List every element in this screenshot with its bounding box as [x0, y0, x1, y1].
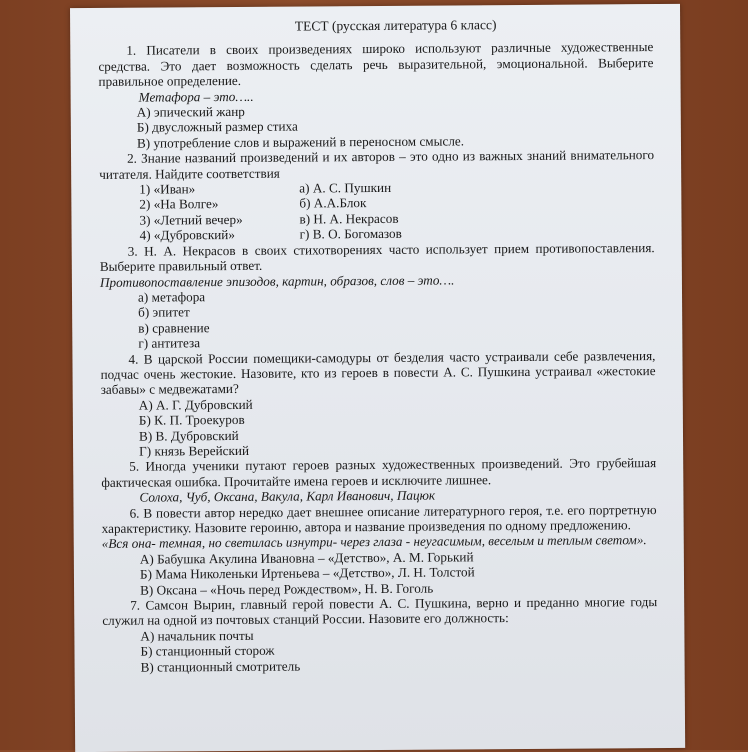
question-2-matching: [99, 178, 654, 243]
question-3-option-b: б) эпитет: [138, 304, 190, 320]
question-6-quote: «Вся она- темная, но светилась изнутри- через глаза - неугасимым, веселым и теплым светом».: [101, 532, 647, 552]
question-4-option-a: А) А. Г. Дубровский: [138, 396, 253, 413]
question-1-text: 1. Писатели в своих произведениях широко используют различные художественные средства. Это дает возможность сделать речь выразительной, эмоциональной. Выберите правильное определение.: [98, 39, 654, 90]
question-2: [99, 147, 655, 243]
question-2-right-3: в) Н. А. Некрасов: [299, 210, 399, 227]
question-6-option-a: А) Бабушка Акулина Ивановна – «Детство», А. М. Горький: [139, 549, 474, 567]
question-6-text: 6. В повести автор нередко дает внешнее описание литературного героя, т.е. его портретную характеристику. Назовите героиню, автора и название произведения по одному предложению.: [101, 501, 657, 536]
question-2-left-3: 3) «Летний вечер»: [139, 211, 243, 228]
question-3-option-d: г) антитеза: [138, 335, 201, 351]
question-2-left-2: 2) «На Волге»: [139, 196, 219, 213]
question-3-text: 3. Н. А. Некрасов в своих стихотворениях часто использует прием противопоставления. Выберите правильный ответ.: [99, 239, 655, 275]
question-4-text: 4. В царской России помещики-самодуры от безделия часто устраивали себе развлечения, подчас очень жестокие. Назовите, кто из героев в повести А. С. Пушкина устраивал «жестокие забавы» с медвежатами?: [100, 347, 656, 398]
question-7-option-c: В) станционный смотритель: [140, 658, 301, 675]
test-content: [98, 16, 658, 675]
question-1-option-a: А) эпический жанр: [136, 103, 245, 120]
question-2-left-4: 4) «Дубровский»: [139, 227, 235, 243]
question-1: [98, 39, 654, 151]
question-1-option-c: В) употребление слов и выражений в переносном смысле.: [136, 133, 465, 151]
question-7-option-a: А) начальник почты: [140, 627, 254, 644]
question-7: [102, 594, 658, 675]
question-2-text: 2. Знание названий произведений и их авторов – это одно из важных знаний внимательного читателя. Найдите соответствия: [99, 147, 655, 182]
question-5-text: 5. Иногда ученики путают героев разных художественных произведений. Это грубейшая фактическая ошибка. Прочитайте имена героев и исключите лишнее.: [101, 455, 657, 490]
question-1-option-b: Б) двусложный размер стиха: [136, 118, 298, 136]
question-2-right-4: г) В. О. Богомазов: [299, 226, 402, 242]
question-2-left-1: 1) «Иван»: [139, 181, 196, 197]
question-6: [101, 502, 657, 598]
question-3: [100, 240, 656, 352]
page-title: ТЕСТ (русская литература 6 класс): [294, 17, 497, 34]
question-2-right-1: а) А. С. Пушкин: [299, 179, 392, 196]
question-4-option-c: В) В. Дубровский: [138, 427, 239, 444]
question-3-option-c: в) сравнение: [138, 319, 210, 336]
question-7-option-b: Б) станционный сторож: [140, 642, 275, 659]
question-1-prompt: Метафора – это…..: [138, 88, 254, 105]
question-2-right-2: б) А.А.Блок: [299, 195, 367, 212]
question-6-option-b: Б) Мама Николеньки Иртеньева – «Детство», Л. Н. Толстой: [139, 564, 475, 582]
test-sheet: [70, 4, 685, 752]
question-4-option-b: Б) К. П. Троекуров: [138, 412, 245, 428]
question-5: [101, 455, 656, 505]
question-4: [100, 348, 656, 460]
question-3-option-a: а) метафора: [137, 289, 206, 305]
question-5-names: Солоха, Чуб, Оксана, Вакула, Карл Иванович, Пацюк: [139, 487, 436, 505]
question-3-prompt: Противопоставление эпизодов, картин, образов, слов – это….: [99, 271, 455, 290]
question-6-option-c: В) Оксана – «Ночь перед Рождеством», Н. В. Гоголь: [140, 580, 434, 598]
question-4-option-d: Г) князь Верейский: [139, 442, 250, 459]
question-7-text: 7. Самсон Вырин, главный герой повести А. С. Пушкина, верно и преданно многие годы служил на одной из почтовых станций России. Назовите его должность:: [102, 594, 658, 629]
